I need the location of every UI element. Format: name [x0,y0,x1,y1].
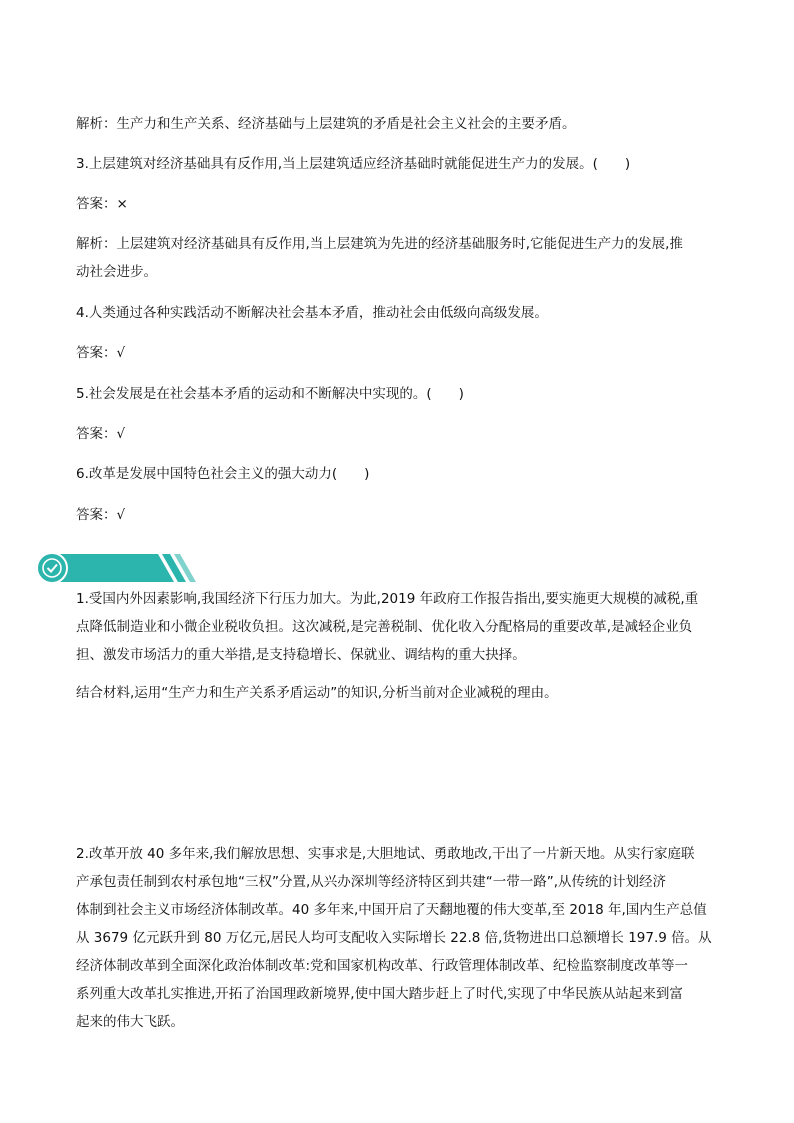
answer-4: 答案：√ [76,345,126,361]
problem-2-line: 2.改革开放 40 多年来,我们解放思想、实事求是,大胆地试、勇敢地改,干出了一片新天地。从实行家庭联 [76,846,695,862]
problem-1-line: 点降低制造业和小微企业税收负担。这次减税,是完善税制、优化收入分配格局的重要改革,是减轻企业负 [76,619,693,635]
problem-1-line: 担、激发市场活力的重大举措,是支持稳增长、保就业、调结构的重大抉择。 [76,647,526,663]
question-4: 4.人类通过各种实践活动不断解决社会基本矛盾，推动社会由低级向高级发展。 [76,305,548,321]
answer-6: 答案：√ [76,507,126,523]
analysis-3-line: 动社会进步。 [76,264,157,280]
check-circle-icon [37,553,67,583]
question-5: 5.社会发展是在社会基本矛盾的运动和不断解决中实现的。( ) [76,386,464,402]
problem-2-line: 体制到社会主义市场经济体制改革。40 多年来,中国开启了天翻地覆的伟大变革,至 2018 年,国内生产总值 [76,902,707,918]
analysis-3-line: 解析：上层建筑对经济基础具有反作用,当上层建筑为先进的经济基础服务时,它能促进生产力的发展,推 [76,236,683,252]
problem-1-material [76,585,721,669]
answer-3: 答案：× [76,196,128,212]
problem-1-line: 1.受国内外因素影响,我国经济下行压力加大。为此,2019 年政府工作报告指出,要实施更大规模的减税,重 [76,591,699,607]
section-banner [36,552,196,584]
question-6: 6.改革是发展中国特色社会主义的强大动力( ) [76,466,370,482]
analysis-2: 解析：生产力和生产关系、经济基础与上层建筑的矛盾是社会主义社会的主要矛盾。 [76,116,576,132]
analysis-3 [76,230,721,286]
problem-2-line: 从 3679 亿元跃升到 80 万亿元,居民人均可支配收入实际增长 22.8 倍,货物进出口总额增长 197.9 倍。从 [76,930,712,946]
problem-1-question: 结合材料,运用“生产力和生产关系矛盾运动”的知识,分析当前对企业减税的理由。 [76,685,558,701]
problem-2-line: 起来的伟大飞跃。 [76,1014,184,1030]
problem-2-line: 经济体制改革到全面深化政治体制改革:党和国家机构改革、行政管理体制改革、纪检监察制度改革等一 [76,958,689,974]
question-3: 3.上层建筑对经济基础具有反作用,当上层建筑适应经济基础时就能促进生产力的发展。( ) [76,156,631,172]
problem-2-line: 产承包责任制到农村承包地“三权”分置,从兴办深圳等经济特区到共建“一带一路”,从传统的计划经济 [76,874,667,890]
problem-2-material [76,840,721,1036]
problem-2-line: 系列重大改革扎实推进,开拓了治国理政新境界,使中国大踏步赶上了时代,实现了中华民族从站起来到富 [76,986,683,1002]
answer-5: 答案：√ [76,426,126,442]
